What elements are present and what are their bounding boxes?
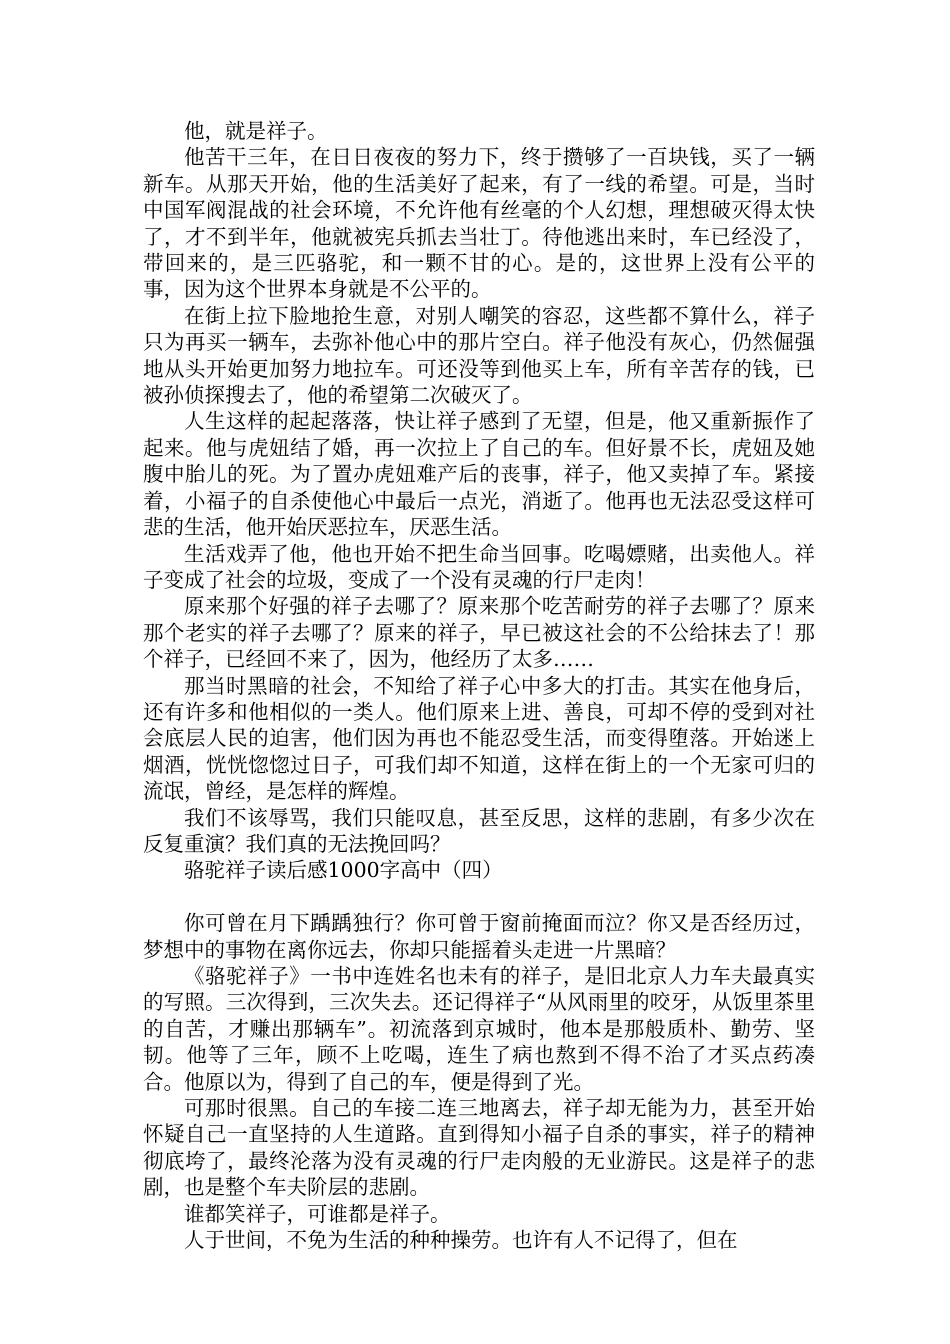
section-heading: 骆驼祥子读后感1000字高中（四） bbox=[184, 858, 503, 883]
paragraph-3: 在街上拉下脸地抢生意，对别人嘲笑的容忍，这些都不算什么，祥子只为再买一辆车，去弥补他心中的那片空白。祥子他没有灰心，仍然倔强地从头开始更加努力地拉车。可还没等到他买上车，所有辛苦存的钱，已被孙侦探搜去了，他的希望第二次破灭了。 bbox=[143, 303, 815, 408]
blank-line bbox=[143, 884, 815, 910]
document-page bbox=[143, 118, 815, 1253]
paragraph-9: 你可曾在月下踽踽独行？你可曾于窗前掩面而泣？你又是否经历过，梦想中的事物在离你远去，你却只能摇着头走进一片黑暗？ bbox=[143, 911, 815, 962]
paragraph-13: 人于世间，不免为生活的种种操劳。也许有人不记得了，但在 bbox=[184, 1228, 738, 1253]
paragraph-12: 谁都笑祥子，可谁都是祥子。 bbox=[184, 1201, 451, 1226]
paragraph-4: 人生这样的起起落落，快让祥子感到了无望，但是，他又重新振作了起来。他与虎妞结了婚，再一次拉上了自己的车。但好景不长，虎妞及她腹中胎儿的死。为了置办虎妞难产后的丧事，祥子，他又卖掉了车。紧接着，小福子的自杀使他心中最后一点光，消逝了。他再也无法忍受这样可悲的生活，他开始厌恶拉车，厌恶生活。 bbox=[143, 409, 815, 540]
paragraph-6: 原来那个好强的祥子去哪了？原来那个吃苦耐劳的祥子去哪了？原来那个老实的祥子去哪了？原来的祥子，早已被这社会的不公给抹去了！那个祥子，已经回不来了，因为，他经历了太多…… bbox=[143, 594, 815, 672]
paragraph-10: 《骆驼祥子》一书中连姓名也未有的祥子，是旧北京人力车夫最真实的写照。三次得到，三次失去。还记得祥子“从风雨里的咬牙，从饭里茶里的自苦，才赚出那辆车”。初流落到京城时，他本是那般质朴、勤劳、坚韧。他等了三年，顾不上吃喝，连生了病也熬到不得不治了才买点药凑合。他原以为，得到了自己的车，便是得到了光。 bbox=[143, 963, 815, 1094]
paragraph-11: 可那时很黑。自己的车接二连三地离去，祥子却无能为力，甚至开始怀疑自己一直坚持的人生道路。直到得知小福子自杀的事实，祥子的精神彻底垮了，最终沦落为没有灵魂的行尸走肉般的无业游民。这是祥子的悲剧，也是整个车夫阶层的悲剧。 bbox=[143, 1096, 815, 1200]
paragraph-5: 生活戏弄了他，他也开始不把生命当回事。吃喝嫖赌，出卖他人。祥子变成了社会的垃圾，变成了一个没有灵魂的行尸走肉！ bbox=[143, 541, 815, 592]
paragraph-7: 那当时黑暗的社会，不知给了祥子心中多大的打击。其实在他身后，还有许多和他相似的一类人。他们原来上进、善良，可却不停的受到对社会底层人民的迫害，他们因为再也不能忍受生活，而变得堕落。开始迷上烟酒，恍恍惚惚过日子，可我们却不知道，这样在街上的一个无家可归的流氓，曾经，是怎样的辉煌。 bbox=[143, 673, 815, 804]
paragraph-1: 他，就是祥子。 bbox=[184, 119, 328, 143]
paragraph-2: 他苦干三年，在日日夜夜的努力下，终于攒够了一百块钱，买了一辆新车。从那天开始，他的生活美好了起来，有了一线的希望。可是，当时中国军阀混战的社会环境，不允许他有丝毫的个人幻想，理想破灭得太快了，才不到半年，他就被宪兵抓去当壮丁。待他逃出来时，车已经没了，带回来的，是三匹骆驼，和一颗不甘的心。是的，这世界上没有公平的事，因为这个世界本身就是不公平的。 bbox=[143, 145, 815, 302]
paragraph-8: 我们不该辱骂，我们只能叹息，甚至反思，这样的悲剧，有多少次在反复重演？我们真的无法挽回吗？ bbox=[143, 805, 815, 856]
